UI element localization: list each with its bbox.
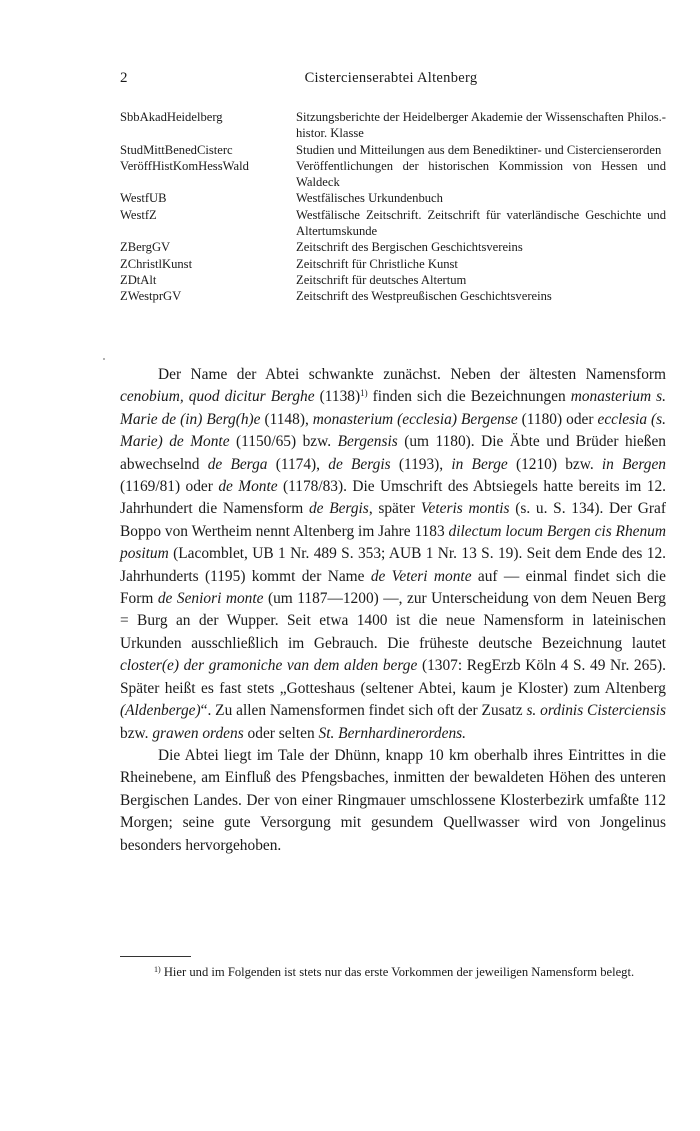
text-run: auf — einmal findet sich die Form bbox=[120, 567, 666, 608]
abbreviation-expansion: Zeitschrift des Bergischen Geschichtsvereins bbox=[296, 240, 523, 255]
abbreviation-expansion: Zeitschrift des Westpreußischen Geschichtsvereins bbox=[296, 289, 552, 304]
abbreviation-expansion: Sitzungsberichte der Heidelberger Akademie der Wissenschaften Philos.-histor. Klasse bbox=[296, 110, 666, 141]
latin-name-form: s. ordinis Cisterciensis bbox=[526, 702, 666, 720]
abbreviation-expansion: Veröffentlichungen der historischen Kommission von Hessen und Waldeck bbox=[296, 158, 666, 190]
text-run: (1180) oder bbox=[517, 410, 598, 428]
text-run: bzw. bbox=[120, 724, 153, 742]
abbreviation-key: ZWestprGV bbox=[120, 289, 182, 304]
latin-name-form: (Aldenberge) bbox=[120, 702, 201, 720]
latin-name-form: de Bergis bbox=[308, 500, 369, 518]
text-run: oder selten bbox=[243, 724, 319, 742]
text-run: (1210) bzw. bbox=[507, 455, 602, 473]
latin-name-form: de Seniori monte bbox=[157, 590, 264, 608]
latin-name-form: in Bergen bbox=[601, 455, 666, 473]
footnote-text: Hier und im Folgenden ist stets nur das erste Vorkommen der jeweiligen Namensform belegt. bbox=[160, 965, 635, 979]
abbreviation-entry bbox=[120, 190, 666, 206]
running-title: Cistercienserabtei Altenberg bbox=[304, 70, 478, 86]
text-run: finden sich die Bezeichnungen bbox=[367, 388, 571, 406]
abbreviation-expansion: Zeitschrift für Christliche Kunst bbox=[296, 256, 458, 271]
abbreviation-key: SbbAkadHeidelberg bbox=[120, 110, 223, 124]
paragraph-location: Die Abtei liegt im Tale der Dhünn, knapp 10 km oberhalb ihres Eintrittes in die Rheinebene, am Einfluß des Pfengsbaches, inmitten der bewaldeten Höhen des unteren Bergischen Landes. Der von einer Ringmauer umschlossene Klosterbezirk umfaßte 112 Morgen; seine gute Versorgung mit gesundem Quellwasser wird von Jongelinus besonders hervorgehoben. bbox=[120, 746, 666, 854]
footnote-rule bbox=[120, 956, 191, 957]
paragraph-name-history bbox=[120, 364, 666, 745]
latin-name-form: St. Bernhardinerordens. bbox=[318, 724, 466, 742]
latin-name-form: in Berge bbox=[451, 455, 508, 473]
footnote bbox=[120, 964, 666, 981]
text-run: (1178/83). Die Umschrift des Abtsiegels hatte bereits im 12. Jahrhundert die Namensform bbox=[120, 478, 666, 518]
abbreviation-expansion: Zeitschrift für deutsches Altertum bbox=[296, 272, 467, 287]
abbreviation-entry bbox=[120, 272, 666, 288]
latin-name-form: grawen ordens bbox=[152, 724, 244, 742]
latin-name-form: de Bergis bbox=[328, 455, 391, 473]
text-run: “. Zu allen Namensformen findet sich oft der Zusatz bbox=[200, 702, 527, 720]
latin-name-form: ecclesia (s. Marie) de Monte bbox=[120, 410, 667, 451]
text-run: (1148), bbox=[260, 410, 313, 428]
text-run: (1169/81) oder bbox=[120, 478, 219, 496]
text-run: (Lacomblet, UB 1 Nr. 489 S. 353; AUB 1 Nr. 13 S. 19). Seit dem Ende des 12. Jahrhunderts (1195) kommt der Name bbox=[120, 545, 666, 585]
abbreviation-key: ZDtAlt bbox=[120, 272, 157, 287]
abbreviation-expansion: Studien und Mitteilungen aus dem Benediktiner- und Cistercienserorden bbox=[296, 142, 662, 157]
scan-speck bbox=[103, 358, 105, 360]
page-number: 2 bbox=[120, 70, 128, 86]
text-run: (s. u. S. 134). Der Graf Boppo von Wertheim nennt Altenberg im Jahre 1183 bbox=[120, 500, 667, 540]
latin-name-form: de Berga bbox=[207, 455, 268, 473]
abbreviation-expansion: Westfälisches Urkundenbuch bbox=[296, 191, 443, 206]
main-text bbox=[120, 364, 666, 857]
page-header bbox=[118, 70, 664, 92]
abbreviation-entry bbox=[120, 109, 666, 142]
abbreviation-key: VeröffHistKomHessWald bbox=[120, 158, 249, 173]
text-run: (1307: RegErzb Köln 4 S. 49 Nr. 265). Später heißt es fast stets „Gotteshaus (seltener Abtei, kaum je Kloster) zum Altenberg bbox=[120, 657, 666, 697]
text-run: , später bbox=[368, 500, 421, 518]
text-run: (um 1187—1200) —, zur Unterscheidung von dem Neuen Berg = Burg an der Wupper. Seit etwa 1400 ist die neue Namensform in lateinischen Urkunden ausschließlich im Gebrauch. Die früheste deutsche Bezeichnung lautet bbox=[120, 590, 667, 652]
abbreviation-key: WestfUB bbox=[120, 191, 167, 206]
latin-name-form: de Veteri monte bbox=[370, 567, 472, 585]
latin-name-form: cenobium, quod dicitur Berghe bbox=[120, 388, 315, 406]
latin-name-form: Veteris montis bbox=[420, 500, 510, 518]
text-run: (um 1180). Die Äbte und Brüder hießen abwechselnd bbox=[120, 433, 666, 473]
abbreviation-entry bbox=[120, 142, 666, 158]
abbreviation-key: WestfZ bbox=[120, 207, 157, 222]
text-run: (1150/65) bzw. bbox=[229, 433, 338, 451]
text-run: (1193), bbox=[390, 455, 452, 473]
text-run: (1138) bbox=[314, 388, 361, 406]
abbreviation-key: ZChristlKunst bbox=[120, 256, 193, 271]
abbreviation-entry bbox=[120, 288, 666, 304]
latin-name-form: closter(e) der gramoniche van dem alden berge bbox=[120, 657, 418, 675]
abbreviation-entry bbox=[120, 207, 666, 240]
latin-name-form: dilectum locum Bergen cis Rhenum positum bbox=[120, 522, 666, 563]
abbreviation-key: ZBergGV bbox=[120, 240, 171, 255]
latin-name-form: monasterium (ecclesia) Bergense bbox=[312, 410, 518, 428]
footnote-ref: 1) bbox=[360, 388, 368, 399]
text-run: (1174), bbox=[267, 455, 329, 473]
footnote-marker: 1) bbox=[154, 965, 161, 974]
text-run: Der Name der Abtei schwankte zunächst. Neben der ältesten Namensform bbox=[158, 366, 666, 383]
abbreviation-entry bbox=[120, 158, 666, 191]
abbreviation-key: StudMittBenedCisterc bbox=[120, 142, 233, 157]
latin-name-form: monasterium s. Marie de (in) Berg(h)e bbox=[120, 388, 666, 428]
latin-name-form: de Monte bbox=[218, 478, 278, 496]
abbreviation-entry bbox=[120, 239, 666, 255]
abbreviation-list bbox=[120, 109, 666, 305]
latin-name-form: Bergensis bbox=[337, 433, 398, 451]
abbreviation-expansion: Westfälische Zeitschrift. Zeitschrift für vaterländische Geschichte und Altertumskunde bbox=[296, 207, 666, 239]
abbreviation-entry bbox=[120, 256, 666, 272]
